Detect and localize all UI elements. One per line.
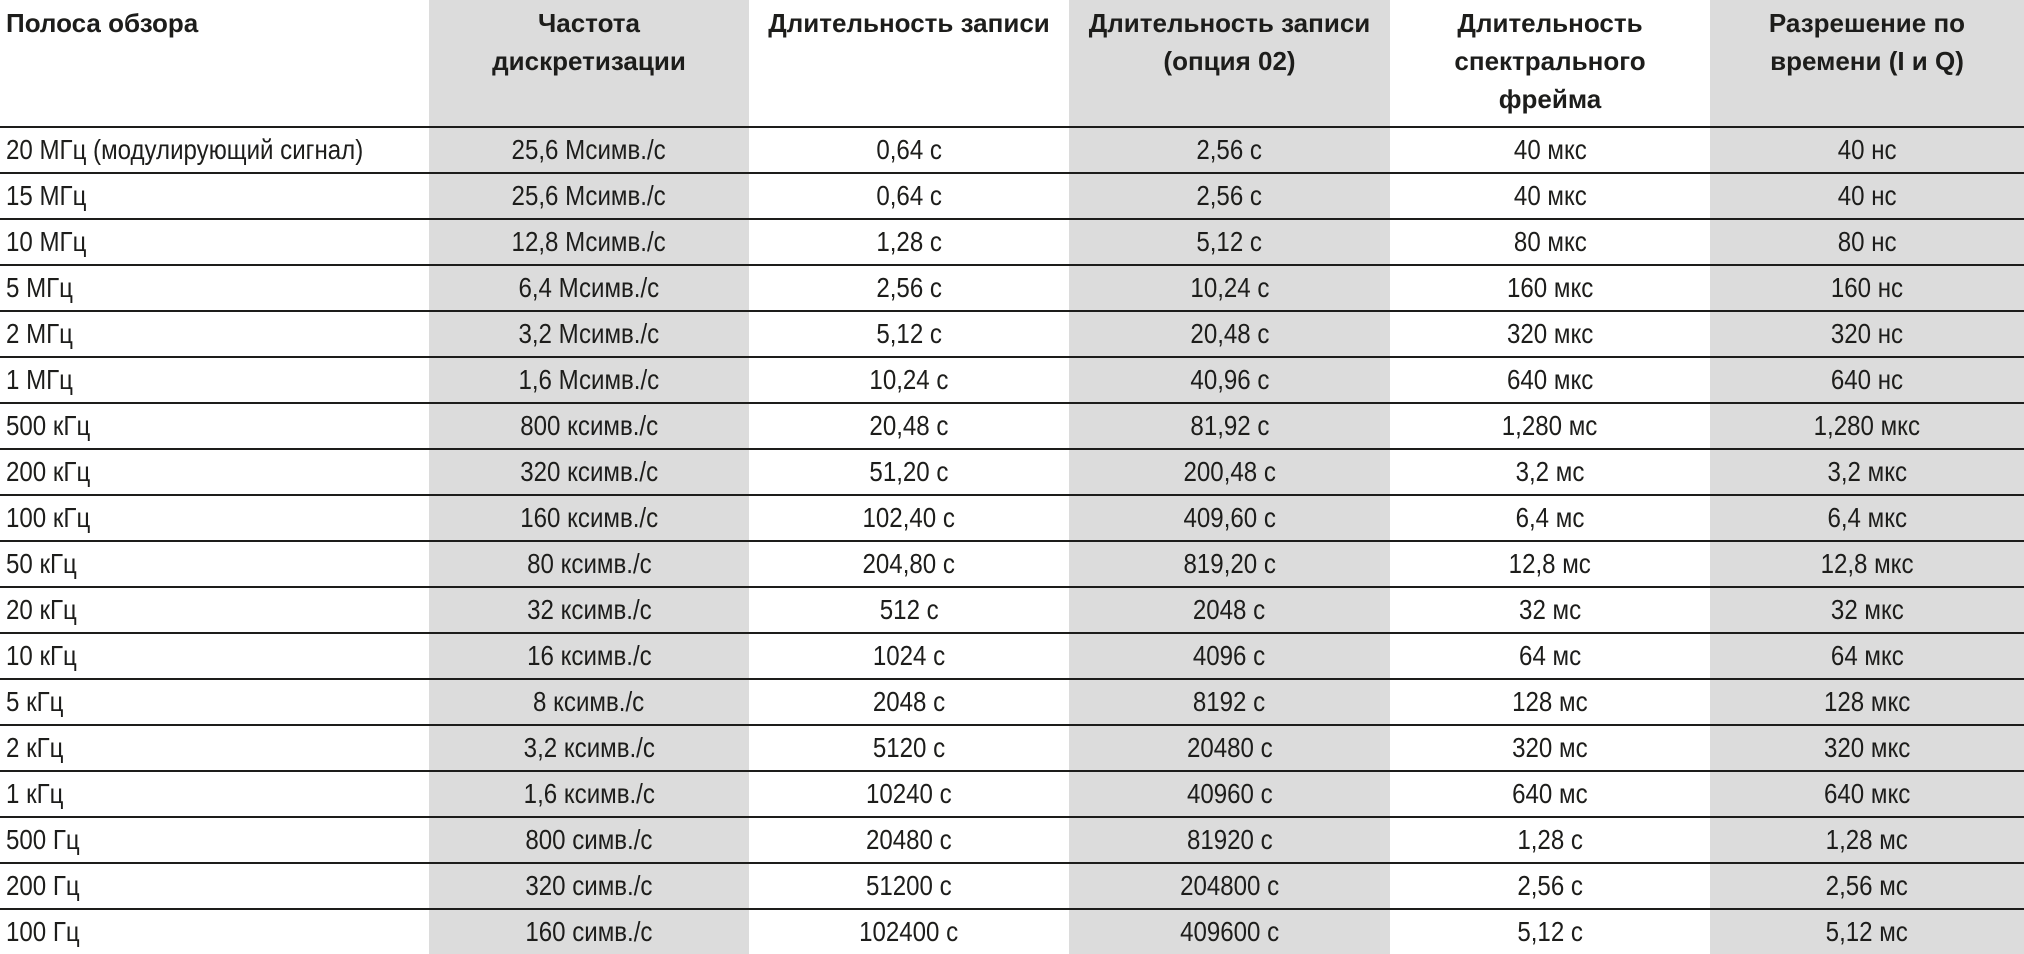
record-length-cell-text: 5120 с bbox=[872, 732, 946, 763]
time-resolution-cell-text: 3,2 мкс bbox=[1827, 456, 1907, 487]
table-row bbox=[0, 311, 2024, 357]
spectral-frame-cell-text: 3,2 мс bbox=[1515, 456, 1585, 487]
record-length-opt02-cell bbox=[1069, 127, 1390, 173]
span-cell-text: 10 кГц bbox=[6, 640, 77, 671]
time-resolution-cell bbox=[1710, 357, 2024, 403]
span-cell bbox=[0, 909, 429, 954]
record-length-opt02-cell bbox=[1069, 311, 1390, 357]
sample-rate-cell-text: 12,8 Мсимв./с bbox=[511, 226, 667, 257]
time-resolution-cell-text: 1,28 мс bbox=[1825, 824, 1909, 855]
span-cell bbox=[0, 633, 429, 679]
time-resolution-cell-text: 40 нс bbox=[1837, 134, 1897, 165]
record-length-opt02-cell-text: 204800 с bbox=[1179, 870, 1280, 901]
time-resolution-cell bbox=[1710, 265, 2024, 311]
spectral-frame-cell bbox=[1390, 863, 1710, 909]
record-length-cell-text: 1,28 с bbox=[876, 226, 942, 257]
table-row bbox=[0, 495, 2024, 541]
record-length-opt02-cell-text: 819,20 с bbox=[1183, 548, 1276, 579]
span-cell-text: 1 кГц bbox=[6, 778, 64, 809]
record-length-opt02-cell-text: 10,24 с bbox=[1189, 272, 1269, 303]
time-resolution-cell-text: 640 нс bbox=[1830, 364, 1904, 395]
time-resolution-cell bbox=[1710, 725, 2024, 771]
record-length-opt02-cell bbox=[1069, 403, 1390, 449]
record-length-opt02-cell-text: 2048 с bbox=[1193, 594, 1266, 625]
spectral-frame-cell bbox=[1390, 357, 1710, 403]
span-cell-text: 100 Гц bbox=[6, 916, 80, 947]
span-cell bbox=[0, 771, 429, 817]
span-cell-text: 10 МГц bbox=[6, 226, 87, 257]
spectral-frame-cell-text: 12,8 мс bbox=[1508, 548, 1592, 579]
record-length-opt02-cell-text: 2,56 с bbox=[1196, 180, 1263, 211]
sample-rate-cell bbox=[429, 725, 749, 771]
span-cell bbox=[0, 587, 429, 633]
span-cell-text: 200 Гц bbox=[6, 870, 80, 901]
spectral-frame-cell-text: 1,28 с bbox=[1517, 824, 1583, 855]
sample-rate-cell bbox=[429, 311, 749, 357]
table-row bbox=[0, 587, 2024, 633]
record-length-cell-text: 51200 с bbox=[866, 870, 952, 901]
spectral-frame-cell bbox=[1390, 449, 1710, 495]
spectral-frame-cell bbox=[1390, 219, 1710, 265]
sample-rate-cell bbox=[429, 173, 749, 219]
spectral-frame-cell bbox=[1390, 909, 1710, 954]
span-cell-text: 500 Гц bbox=[6, 824, 80, 855]
span-cell-text: 20 кГц bbox=[6, 594, 77, 625]
sample-rate-cell bbox=[429, 633, 749, 679]
sample-rate-cell-text: 320 ксимв./с bbox=[520, 456, 658, 487]
sample-rate-cell-text: 32 ксимв./с bbox=[526, 594, 652, 625]
spectral-frame-cell bbox=[1390, 127, 1710, 173]
table-row bbox=[0, 357, 2024, 403]
spectral-frame-cell bbox=[1390, 311, 1710, 357]
sample-rate-cell bbox=[429, 679, 749, 725]
time-resolution-cell bbox=[1710, 817, 2024, 863]
record-length-opt02-cell bbox=[1069, 541, 1390, 587]
time-resolution-cell-text: 1,280 мкс bbox=[1813, 410, 1921, 441]
record-length-opt02-cell-text: 40,96 с bbox=[1189, 364, 1269, 395]
spectral-frame-cell-text: 2,56 с bbox=[1517, 870, 1583, 901]
record-length-opt02-cell-text: 81,92 с bbox=[1189, 410, 1269, 441]
table-row bbox=[0, 127, 2024, 173]
spectral-frame-cell-text: 1,280 мс bbox=[1502, 410, 1598, 441]
record-length-cell-text: 2,56 с bbox=[876, 272, 942, 303]
table-row bbox=[0, 449, 2024, 495]
record-length-opt02-cell bbox=[1069, 817, 1390, 863]
spectral-frame-header: Длительность спектрального фрейма bbox=[1390, 0, 1710, 127]
record-length-cell-text: 2048 с bbox=[872, 686, 946, 717]
time-resolution-cell bbox=[1710, 863, 2024, 909]
record-length-opt02-cell-text: 5,12 с bbox=[1196, 226, 1263, 257]
time-resolution-header: Разрешение по времени (I и Q) bbox=[1710, 0, 2024, 127]
record-length-cell-text: 0,64 с bbox=[876, 180, 942, 211]
spectral-frame-cell bbox=[1390, 265, 1710, 311]
record-length-opt02-cell-text: 200,48 с bbox=[1183, 456, 1276, 487]
spectral-frame-cell-text: 640 мкс bbox=[1506, 364, 1594, 395]
record-length-cell bbox=[749, 495, 1069, 541]
sample-rate-cell bbox=[429, 587, 749, 633]
record-length-opt02-header: Длительность записи (опция 02) bbox=[1069, 0, 1390, 127]
table-header bbox=[0, 0, 2024, 127]
span-cell bbox=[0, 863, 429, 909]
spectral-frame-cell-text: 320 мс bbox=[1512, 732, 1588, 763]
time-resolution-cell bbox=[1710, 633, 2024, 679]
table-row bbox=[0, 909, 2024, 954]
span-cell-text: 50 кГц bbox=[6, 548, 77, 579]
span-cell bbox=[0, 311, 429, 357]
span-cell bbox=[0, 679, 429, 725]
record-length-opt02-cell-text: 4096 с bbox=[1193, 640, 1266, 671]
sample-rate-cell bbox=[429, 541, 749, 587]
time-resolution-cell-text: 160 нс bbox=[1830, 272, 1904, 303]
record-length-opt02-cell bbox=[1069, 633, 1390, 679]
span-cell-text: 5 МГц bbox=[6, 272, 73, 303]
record-length-cell-text: 10,24 с bbox=[869, 364, 949, 395]
span-cell-text: 1 МГц bbox=[6, 364, 73, 395]
sample-rate-cell-text: 80 ксимв./с bbox=[526, 548, 652, 579]
span-cell-text: 500 кГц bbox=[6, 410, 91, 441]
sample-rate-cell bbox=[429, 909, 749, 954]
span-cell bbox=[0, 357, 429, 403]
sample-rate-cell-text: 25,6 Мсимв./с bbox=[511, 180, 667, 211]
sample-rate-cell-text: 16 ксимв./с bbox=[526, 640, 652, 671]
time-resolution-cell bbox=[1710, 495, 2024, 541]
record-length-cell bbox=[749, 127, 1069, 173]
record-length-opt02-cell-text: 2,56 с bbox=[1196, 134, 1263, 165]
sample-rate-cell bbox=[429, 863, 749, 909]
sample-rate-cell-text: 1,6 Мсимв./с bbox=[518, 364, 660, 395]
span-cell-text: 20 МГц (модулирующий сигнал) bbox=[6, 134, 364, 165]
span-cell bbox=[0, 219, 429, 265]
time-resolution-cell-text: 40 нс bbox=[1837, 180, 1897, 211]
time-resolution-cell-text: 12,8 мкс bbox=[1820, 548, 1914, 579]
spectral-frame-cell-text: 320 мкс bbox=[1506, 318, 1594, 349]
record-length-opt02-cell bbox=[1069, 863, 1390, 909]
time-resolution-cell-text: 5,12 мс bbox=[1825, 916, 1909, 947]
span-cell bbox=[0, 173, 429, 219]
spectral-frame-cell bbox=[1390, 633, 1710, 679]
sample-rate-cell bbox=[429, 357, 749, 403]
sample-rate-cell-text: 160 симв./с bbox=[525, 916, 653, 947]
time-resolution-cell bbox=[1710, 909, 2024, 954]
spectral-frame-cell-text: 5,12 с bbox=[1517, 916, 1583, 947]
table-row bbox=[0, 771, 2024, 817]
sample-rate-cell bbox=[429, 265, 749, 311]
time-resolution-cell bbox=[1710, 541, 2024, 587]
table-row bbox=[0, 725, 2024, 771]
record-length-cell bbox=[749, 863, 1069, 909]
record-length-cell bbox=[749, 817, 1069, 863]
table-row bbox=[0, 219, 2024, 265]
spectral-frame-cell-text: 40 мкс bbox=[1513, 180, 1587, 211]
header-row bbox=[0, 0, 2024, 127]
spectral-frame-cell bbox=[1390, 725, 1710, 771]
sample-rate-cell-text: 8 ксимв./с bbox=[533, 686, 645, 717]
record-length-cell bbox=[749, 771, 1069, 817]
table-row bbox=[0, 265, 2024, 311]
record-length-cell-text: 20,48 с bbox=[869, 410, 949, 441]
table-row bbox=[0, 541, 2024, 587]
record-length-cell bbox=[749, 909, 1069, 954]
time-resolution-cell bbox=[1710, 771, 2024, 817]
spectral-frame-cell-text: 640 мс bbox=[1512, 778, 1588, 809]
spectral-frame-cell-text: 80 мкс bbox=[1513, 226, 1587, 257]
spectral-frame-cell bbox=[1390, 679, 1710, 725]
record-length-cell bbox=[749, 265, 1069, 311]
spectral-frame-cell-text: 40 мкс bbox=[1513, 134, 1587, 165]
spectral-frame-cell bbox=[1390, 495, 1710, 541]
record-length-cell bbox=[749, 311, 1069, 357]
table-row bbox=[0, 403, 2024, 449]
record-length-header: Длительность записи bbox=[749, 0, 1069, 127]
record-length-cell bbox=[749, 725, 1069, 771]
record-length-cell-text: 10240 с bbox=[866, 778, 952, 809]
span-cell bbox=[0, 817, 429, 863]
record-length-opt02-cell-text: 81920 с bbox=[1186, 824, 1273, 855]
record-length-opt02-cell-text: 409,60 с bbox=[1183, 502, 1276, 533]
spectral-frame-cell bbox=[1390, 403, 1710, 449]
time-resolution-cell-text: 640 мкс bbox=[1823, 778, 1911, 809]
record-length-cell-text: 102,40 с bbox=[862, 502, 956, 533]
record-length-cell bbox=[749, 357, 1069, 403]
sample-rate-cell-text: 3,2 Мсимв./с bbox=[518, 318, 660, 349]
sample-rate-cell-text: 25,6 Мсимв./с bbox=[511, 134, 667, 165]
time-resolution-cell bbox=[1710, 311, 2024, 357]
table-body bbox=[0, 127, 2024, 954]
span-cell bbox=[0, 495, 429, 541]
span-cell-text: 2 кГц bbox=[6, 732, 64, 763]
record-length-opt02-cell bbox=[1069, 679, 1390, 725]
spectral-frame-cell-text: 128 мс bbox=[1512, 686, 1588, 717]
sample-rate-cell-text: 3,2 ксимв./с bbox=[523, 732, 655, 763]
spectral-frame-cell-text: 160 мкс bbox=[1506, 272, 1594, 303]
span-cell bbox=[0, 725, 429, 771]
record-length-opt02-cell-text: 20480 с bbox=[1186, 732, 1273, 763]
sample-rate-header: Частота дискретизации bbox=[429, 0, 749, 127]
record-length-opt02-cell bbox=[1069, 495, 1390, 541]
record-length-opt02-cell-text: 40960 с bbox=[1186, 778, 1273, 809]
record-length-cell bbox=[749, 173, 1069, 219]
record-length-opt02-cell bbox=[1069, 219, 1390, 265]
record-length-cell bbox=[749, 403, 1069, 449]
time-resolution-cell-text: 2,56 мс bbox=[1825, 870, 1909, 901]
table-row bbox=[0, 863, 2024, 909]
record-length-cell bbox=[749, 449, 1069, 495]
record-length-opt02-cell bbox=[1069, 449, 1390, 495]
record-length-opt02-cell bbox=[1069, 265, 1390, 311]
span-cell bbox=[0, 403, 429, 449]
time-resolution-cell-text: 32 мкс bbox=[1830, 594, 1904, 625]
record-length-cell-text: 102400 с bbox=[859, 916, 959, 947]
record-length-opt02-cell bbox=[1069, 173, 1390, 219]
time-resolution-cell bbox=[1710, 173, 2024, 219]
span-cell-text: 2 МГц bbox=[6, 318, 73, 349]
spectral-frame-cell-text: 32 мс bbox=[1518, 594, 1582, 625]
sample-rate-cell bbox=[429, 817, 749, 863]
record-length-cell-text: 204,80 с bbox=[862, 548, 956, 579]
spectral-frame-cell bbox=[1390, 587, 1710, 633]
time-resolution-cell-text: 320 мкс bbox=[1823, 732, 1911, 763]
sample-rate-cell bbox=[429, 219, 749, 265]
table-row bbox=[0, 817, 2024, 863]
record-length-cell bbox=[749, 541, 1069, 587]
sample-rate-cell-text: 320 симв./с bbox=[525, 870, 653, 901]
table-row bbox=[0, 173, 2024, 219]
record-length-cell-text: 1024 с bbox=[872, 640, 946, 671]
spectral-frame-cell bbox=[1390, 817, 1710, 863]
time-resolution-cell bbox=[1710, 219, 2024, 265]
span-cell-text: 5 кГц bbox=[6, 686, 64, 717]
time-resolution-cell-text: 320 нс bbox=[1830, 318, 1904, 349]
sample-rate-cell bbox=[429, 449, 749, 495]
time-resolution-cell bbox=[1710, 679, 2024, 725]
sample-rate-cell bbox=[429, 403, 749, 449]
sample-rate-cell-text: 6,4 Мсимв./с bbox=[518, 272, 660, 303]
sample-rate-cell bbox=[429, 495, 749, 541]
record-length-opt02-cell bbox=[1069, 909, 1390, 954]
time-resolution-cell bbox=[1710, 403, 2024, 449]
record-length-cell-text: 20480 с bbox=[866, 824, 952, 855]
span-cell bbox=[0, 127, 429, 173]
sample-rate-cell bbox=[429, 771, 749, 817]
record-length-opt02-cell bbox=[1069, 587, 1390, 633]
sample-rate-cell bbox=[429, 127, 749, 173]
span-cell bbox=[0, 449, 429, 495]
span-cell bbox=[0, 265, 429, 311]
span-cell-text: 100 кГц bbox=[6, 502, 91, 533]
record-length-cell-text: 0,64 с bbox=[876, 134, 942, 165]
span-cell bbox=[0, 541, 429, 587]
record-length-cell bbox=[749, 633, 1069, 679]
record-length-opt02-cell bbox=[1069, 357, 1390, 403]
time-resolution-cell bbox=[1710, 127, 2024, 173]
time-resolution-cell-text: 6,4 мкс bbox=[1827, 502, 1907, 533]
record-length-cell bbox=[749, 219, 1069, 265]
time-resolution-cell-text: 80 нс bbox=[1837, 226, 1897, 257]
spectral-frame-cell-text: 6,4 мс bbox=[1515, 502, 1585, 533]
time-resolution-cell-text: 64 мкс bbox=[1830, 640, 1904, 671]
record-length-opt02-cell-text: 20,48 с bbox=[1189, 318, 1269, 349]
sample-rate-cell-text: 1,6 ксимв./с bbox=[523, 778, 655, 809]
record-length-cell bbox=[749, 679, 1069, 725]
spectral-frame-cell bbox=[1390, 173, 1710, 219]
sample-rate-cell-text: 160 ксимв./с bbox=[520, 502, 658, 533]
span-cell-text: 200 кГц bbox=[6, 456, 91, 487]
span-header: Полоса обзора bbox=[0, 0, 429, 127]
time-resolution-cell bbox=[1710, 587, 2024, 633]
span-cell-text: 15 МГц bbox=[6, 180, 87, 211]
record-length-opt02-cell-text: 8192 с bbox=[1193, 686, 1266, 717]
time-resolution-cell bbox=[1710, 449, 2024, 495]
record-length-opt02-cell bbox=[1069, 725, 1390, 771]
record-length-opt02-cell-text: 409600 с bbox=[1179, 916, 1280, 947]
table-row bbox=[0, 633, 2024, 679]
record-length-cell-text: 5,12 с bbox=[876, 318, 942, 349]
spectral-frame-cell-text: 64 мс bbox=[1518, 640, 1582, 671]
sample-rate-cell-text: 800 ксимв./с bbox=[520, 410, 658, 441]
sample-rate-cell-text: 800 симв./с bbox=[525, 824, 653, 855]
spectral-frame-cell bbox=[1390, 771, 1710, 817]
record-length-opt02-cell bbox=[1069, 771, 1390, 817]
table-row bbox=[0, 679, 2024, 725]
record-length-cell bbox=[749, 587, 1069, 633]
time-resolution-cell-text: 128 мкс bbox=[1823, 686, 1911, 717]
record-length-cell-text: 512 с bbox=[879, 594, 939, 625]
spectral-frame-cell bbox=[1390, 541, 1710, 587]
record-length-cell-text: 51,20 с bbox=[869, 456, 949, 487]
